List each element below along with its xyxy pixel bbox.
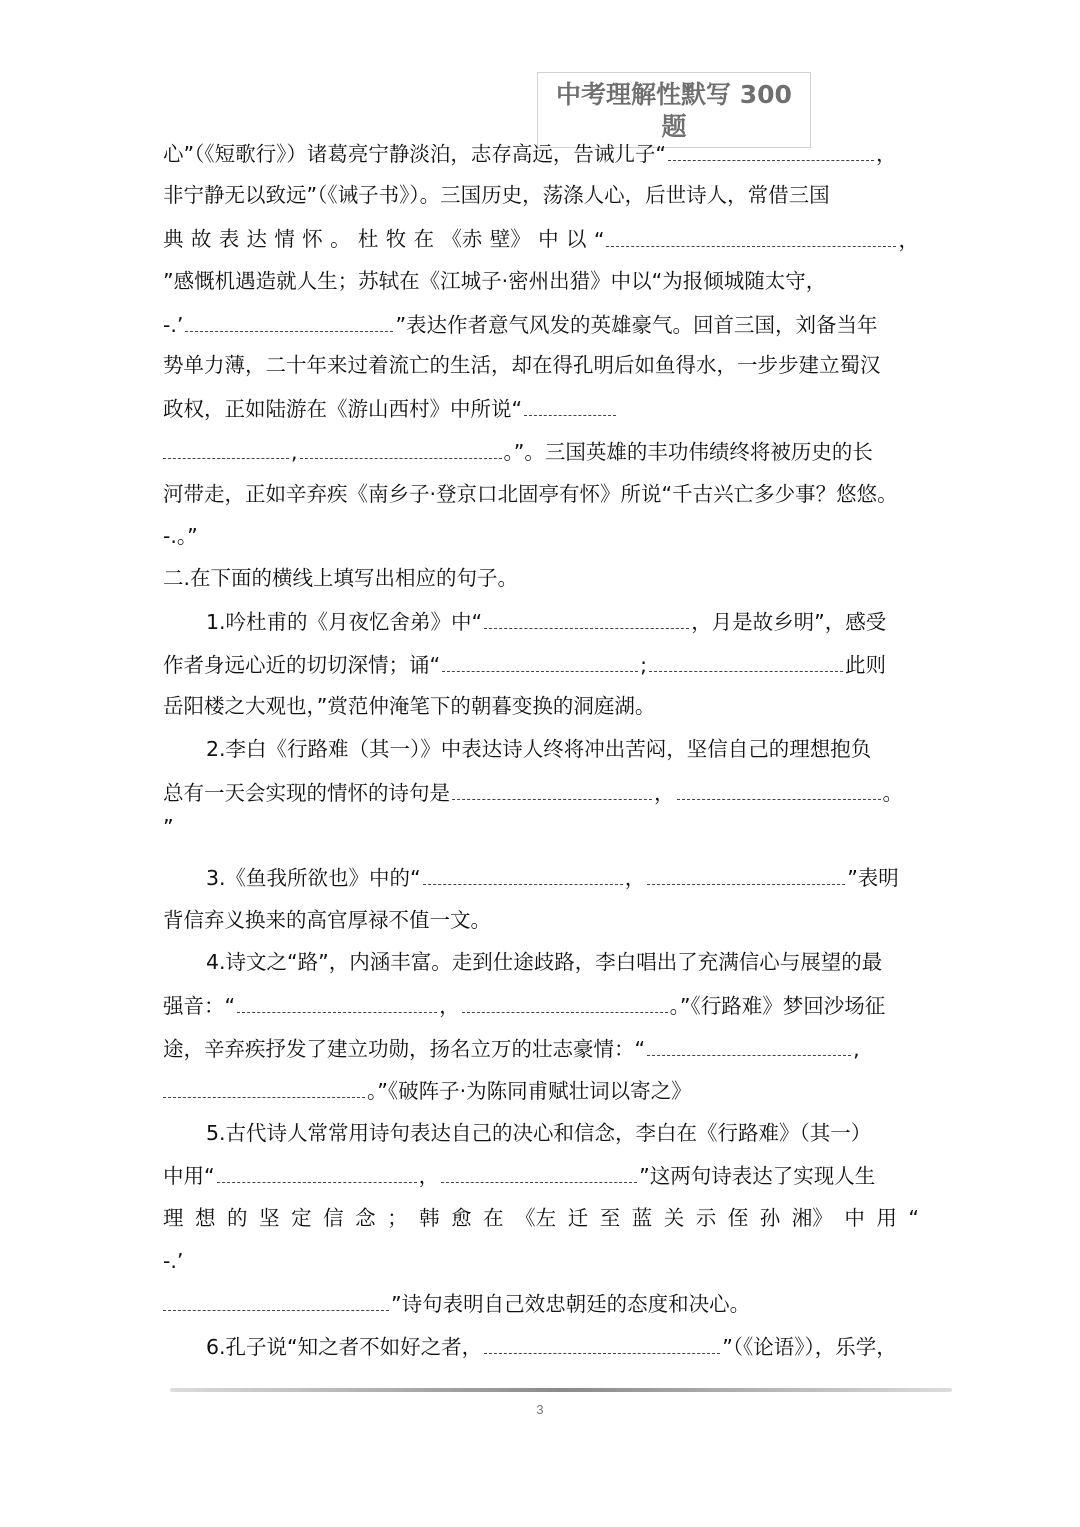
answer-blank[interactable]: [484, 606, 689, 629]
text-line-2: 非宁静无以致远”（《诫子书》）。三国历史，荡涤人心，后世诗人，常借三国: [163, 183, 830, 207]
header-title-box: [537, 72, 811, 148]
question-2-line-2: 总有一天会实现的情怀的诗句是 ， 。: [163, 777, 903, 807]
answer-blank[interactable]: [185, 309, 393, 332]
question-4-line-3: 途，辛弃疾抒发了建立功勋，扬名立万的壮志豪情：“ ,: [163, 1033, 860, 1063]
footer-divider: [170, 1388, 952, 1392]
text-line-5: -.’ ”表达作者意气风发的英雄豪气。回首三国，刘备当年: [163, 309, 878, 339]
text-line-9: 河带走，正如辛弃疾《南乡子·登京口北固亭有怀》所说“千古兴亡多少事？悠悠。: [163, 482, 898, 506]
answer-blank[interactable]: [462, 990, 668, 1013]
answer-blank[interactable]: [442, 649, 638, 672]
question-4-line-1: 4.诗文之“路”，内涵丰富。走到仕途歧路，李白唱出了充满信心与展望的最: [206, 950, 883, 974]
answer-blank[interactable]: [677, 777, 881, 800]
question-2-line-3: ”: [163, 815, 174, 839]
question-3-line-1: 3.《鱼我所欲也》中的“ ， ”表明: [206, 862, 899, 892]
section-heading: 二.在下面的横线上填写出相应的句子。: [163, 566, 519, 590]
question-5-line-2: 中用“ ， ”这两句诗表达了实现人生: [163, 1160, 875, 1190]
answer-blank[interactable]: [649, 649, 843, 672]
answer-blank[interactable]: [668, 138, 874, 161]
text-line-7: 政权，正如陆游在《游山西村》中所说“: [163, 393, 618, 423]
header-title-line2: 题: [661, 112, 687, 141]
question-1-line-3: 岳阳楼之大观也，”赏范仲淹笔下的朝暮变换的洞庭湖。: [163, 694, 656, 718]
question-6-line-1: 6.孔子说“知之者不如好之者， ”（《论语》），乐学，: [206, 1331, 897, 1361]
question-4-line-4: 。”《破阵子·为陈同甫赋壮词以寄之》: [163, 1075, 692, 1105]
answer-blank[interactable]: [441, 1160, 637, 1183]
answer-blank[interactable]: [606, 224, 896, 247]
question-4-line-2: 强音：“ ， 。”《行路难》梦回沙场征: [163, 990, 885, 1020]
page-number: 3: [536, 1402, 544, 1417]
answer-blank[interactable]: [163, 1288, 389, 1311]
header-title-line1: 中考理解性默写 300: [556, 80, 792, 109]
text-line-10: -.。”: [163, 524, 198, 548]
answer-blank[interactable]: [300, 436, 502, 459]
answer-blank[interactable]: [217, 1160, 417, 1183]
answer-blank[interactable]: [237, 990, 437, 1013]
question-1-line-2: 作者身远心近的切切深情；诵“ ; 此则: [163, 649, 886, 679]
text-line-8: , 。”。三国英雄的丰功伟绩终将被历史的长: [163, 436, 873, 466]
question-5-line-4: -.’: [163, 1249, 184, 1273]
answer-blank[interactable]: [163, 436, 289, 459]
text-line-3: 典 故 表 达 情 怀 。 杜 牧 在 《赤 壁》 中 以 “ ，: [163, 224, 919, 254]
answer-blank[interactable]: [524, 393, 616, 416]
answer-blank[interactable]: [452, 777, 652, 800]
answer-blank[interactable]: [647, 1033, 851, 1056]
answer-blank[interactable]: [647, 862, 845, 885]
question-3-line-2: 背信弃义换来的高官厚禄不值一文。: [163, 908, 491, 932]
question-5-line-3: 理 想 的 坚 定 信 念 ； 韩 愈 在 《左 迁 至 蓝 关 示 侄 孙 湘》 中 用 “: [163, 1206, 919, 1230]
answer-blank[interactable]: [484, 1331, 720, 1354]
question-2-line-1: 2.李白《行路难（其一）》中表达诗人终将冲出苦闷，坚信自己的理想抱负: [206, 737, 872, 761]
text-line-4: ”感慨机遇造就人生；苏轼在《江城子·密州出猎》中以“为报倾城随太守，: [163, 269, 827, 293]
question-5-line-1: 5.古代诗人常常用诗句表达自己的决心和信念，李白在《行路难》（其一）: [206, 1121, 872, 1145]
question-1-line-1: 1.吟杜甫的《月夜忆舍弟》中“ ，月是故乡明”，感受: [206, 606, 886, 636]
text-line-6: 势单力薄，二十年来过着流亡的生活，却在得孔明后如鱼得水，一步步建立蜀汉: [163, 353, 881, 377]
question-5-line-5: ”诗句表明自己效忠朝廷的态度和决心。: [163, 1288, 750, 1318]
answer-blank[interactable]: [163, 1075, 365, 1098]
text-line-1: 心”（《短歌行》）诸葛亮宁静淡泊，志存高远，告诫儿子“ ，: [163, 138, 897, 168]
answer-blank[interactable]: [423, 862, 623, 885]
